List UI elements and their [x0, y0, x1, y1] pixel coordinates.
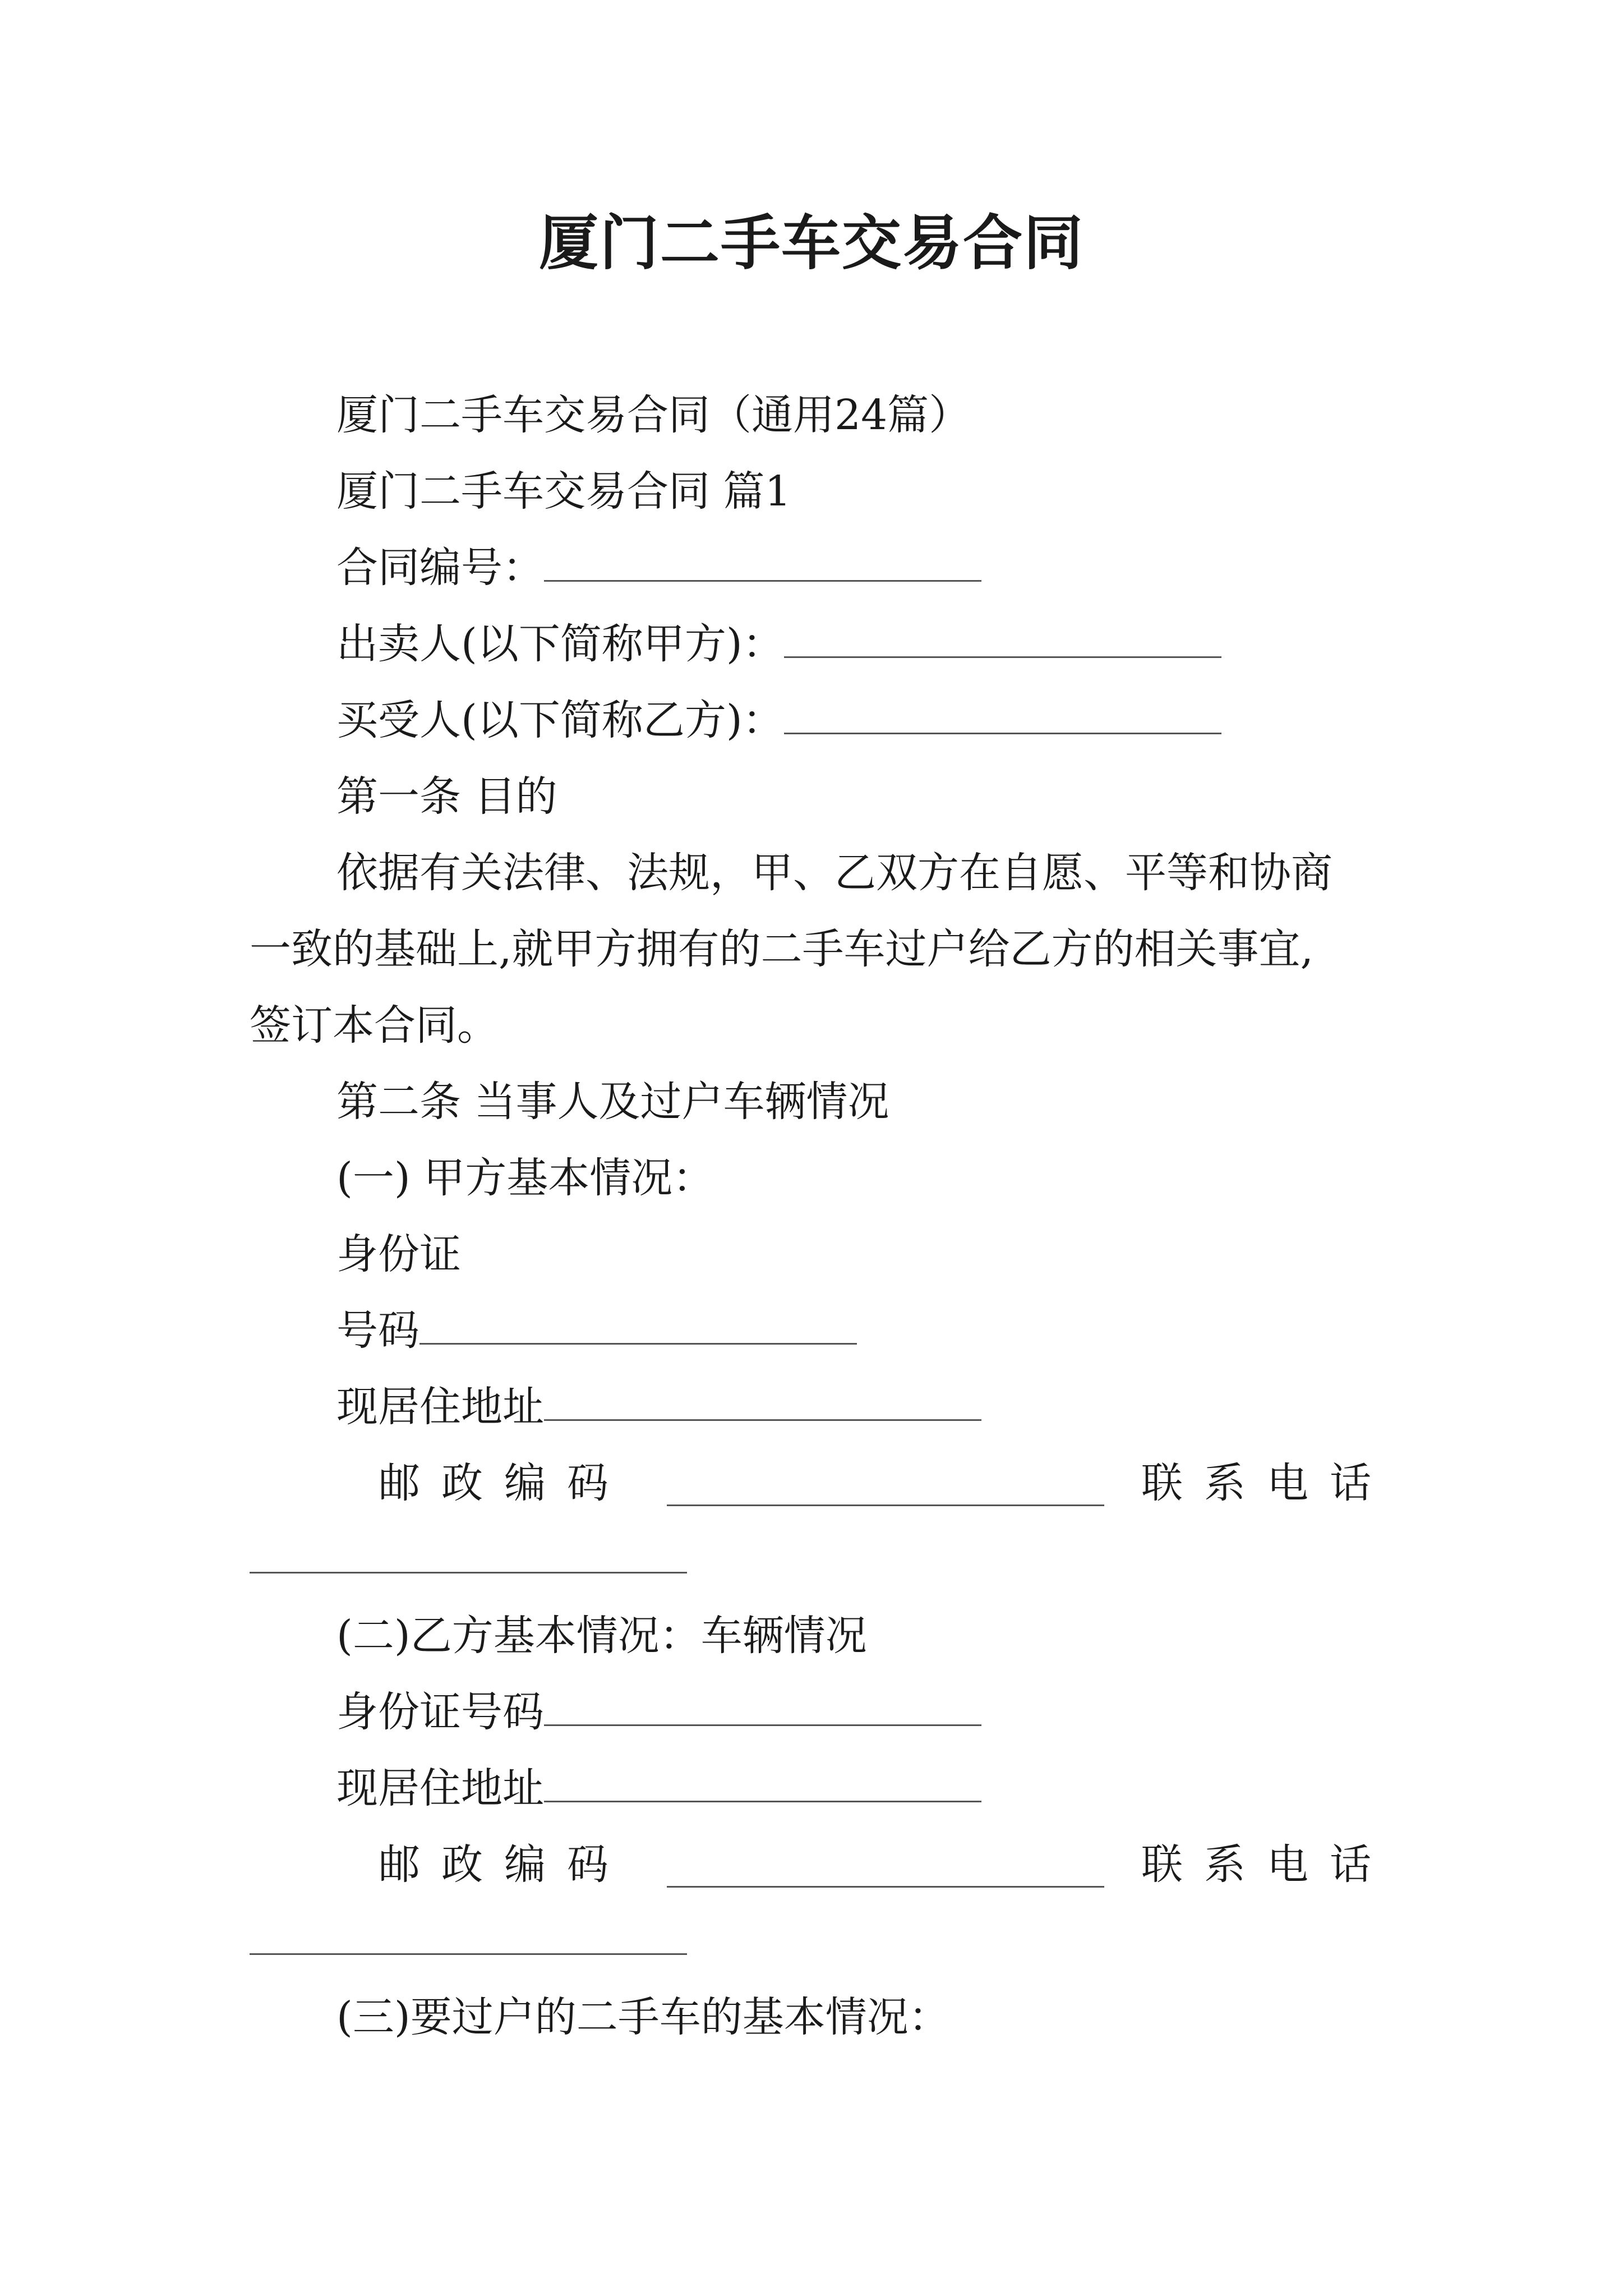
- article-1-paragraph-line-2: 一致的基础上,就甲方拥有的二手车过户给乙方的相关事宜,: [250, 925, 1314, 973]
- subtitle: 厦门二手车交易合同（通用24篇）: [336, 391, 971, 439]
- article-1-heading: 第一条 目的: [336, 772, 557, 821]
- phone-label: 联系电话: [1141, 1459, 1393, 1507]
- contract-number-blank: [544, 570, 981, 582]
- document-title: 厦门二手车交易合同: [539, 208, 1084, 278]
- contract-number-row: [336, 540, 981, 596]
- part-heading: 厦门二手车交易合同 篇1: [336, 467, 791, 516]
- address-label: 现居住地址: [336, 1764, 544, 1812]
- article-2-heading: 第二条 当事人及过户车辆情况: [336, 1078, 889, 1126]
- phone-blank: [250, 1562, 687, 1573]
- postal-code-blank: [667, 1494, 1104, 1506]
- postal-code-label: 邮政编码: [379, 1841, 630, 1889]
- party-a-postal-phone-row: [250, 1455, 1393, 1511]
- party-a-id-number-row: [336, 1303, 857, 1359]
- buyer-label: 买受人(以下简称乙方)：: [336, 696, 784, 744]
- id-number-blank: [544, 1714, 981, 1726]
- article-1-paragraph-line-1: 依据有关法律、法规，甲、乙双方在自愿、平等和协商: [336, 849, 1332, 897]
- phone-blank: [250, 1943, 687, 1955]
- phone-label: 联系电话: [1141, 1841, 1393, 1889]
- seller-blank: [784, 646, 1221, 658]
- party-b-id-number-row: [336, 1684, 981, 1740]
- party-a-address-row: [336, 1379, 981, 1435]
- seller-label: 出卖人(以下简称甲方)：: [336, 620, 784, 668]
- article-1-paragraph-line-3: 签订本合同。: [250, 1001, 499, 1050]
- address-blank: [544, 1409, 981, 1421]
- postal-code-blank: [667, 1876, 1104, 1888]
- postal-code-label: 邮政编码: [379, 1459, 630, 1507]
- party-a-phone-blank-row: [250, 1531, 687, 1588]
- buyer-row: [336, 692, 1221, 748]
- vehicle-info-heading: (三)要过户的二手车的基本情况：: [336, 1993, 950, 2041]
- party-b-heading: (二)乙方基本情况：车辆情况: [336, 1612, 867, 1660]
- id-number-label: 身份证号码: [336, 1688, 544, 1736]
- party-a-id-card-label: 身份证: [336, 1230, 461, 1278]
- party-a-heading: (一) 甲方基本情况：: [336, 1154, 714, 1202]
- party-b-address-row: [336, 1760, 981, 1816]
- contract-number-label: 合同编号：: [336, 544, 544, 592]
- id-number-blank: [419, 1333, 857, 1345]
- address-blank: [544, 1791, 981, 1802]
- seller-row: [336, 616, 1221, 672]
- address-label: 现居住地址: [336, 1383, 544, 1431]
- id-number-label: 号码: [336, 1306, 419, 1355]
- buyer-blank: [784, 723, 1221, 734]
- party-b-phone-blank-row: [250, 1913, 687, 1969]
- party-b-postal-phone-row: [250, 1837, 1393, 1893]
